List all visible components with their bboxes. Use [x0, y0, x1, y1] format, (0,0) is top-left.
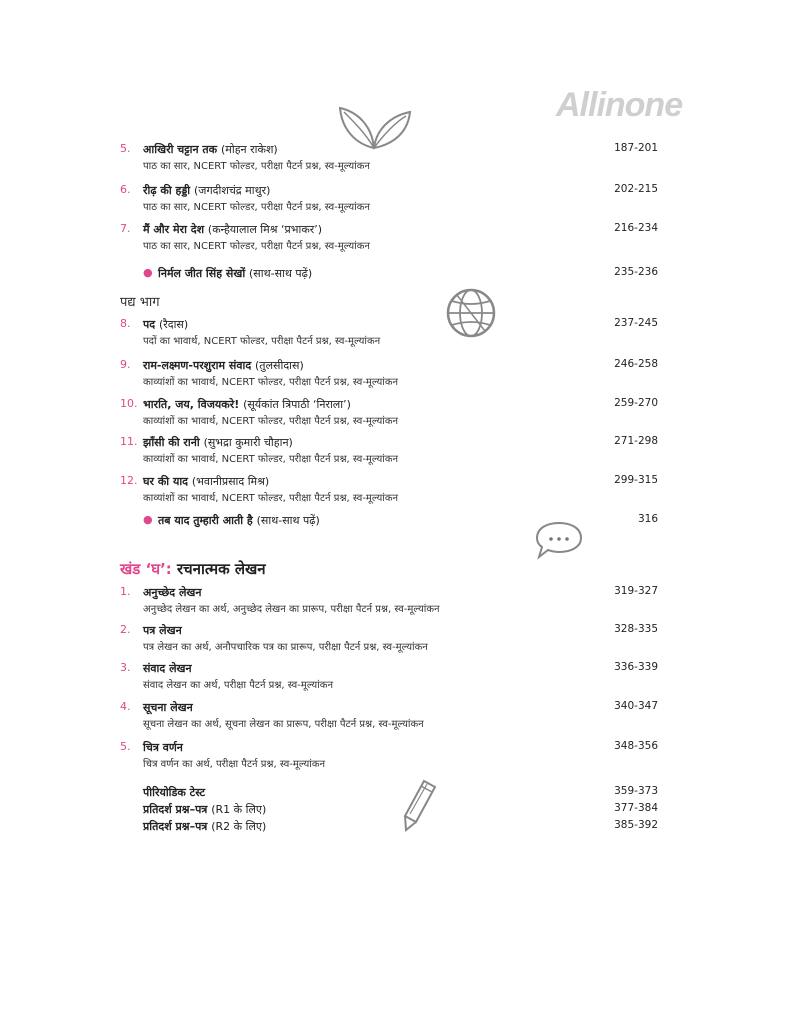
entry-title: भारति, जय, विजयकरे! (सूर्यकांत त्रिपाठी ‘निराला’): [143, 398, 351, 411]
entry-number: 8.: [120, 317, 131, 330]
entry-subtitle: संवाद लेखन का अर्थ, परीक्षा पैटर्न प्रश्न, स्व-मूल्यांकन: [143, 680, 334, 691]
entry-subtitle: काव्यांशों का भावार्थ, NCERT फोल्डर, परीक्षा पैटर्न प्रश्न, स्व-मूल्यांकन: [143, 377, 399, 388]
entry-subtitle: काव्यांशों का भावार्थ, NCERT फोल्डर, परीक्षा पैटर्न प्रश्न, स्व-मूल्यांकन: [143, 454, 399, 465]
entry-author: (साथ-साथ पढ़ें): [256, 514, 320, 527]
globe-icon: [445, 287, 497, 339]
entry-number: 6.: [120, 183, 131, 196]
entry-title: पत्र लेखन: [143, 624, 182, 637]
entry-title: तब याद तुम्हारी आती है (साथ-साथ पढ़ें): [158, 514, 320, 527]
entry-number: 2.: [120, 623, 131, 636]
khand-heading: [120, 559, 266, 579]
khand-title: रचनात्मक लेखन: [177, 560, 266, 578]
entry-author: (रैदास): [158, 318, 189, 331]
pencil-icon: [402, 778, 438, 832]
entry-subtitle: पत्र लेखन का अर्थ, अनौपचारिक पत्र का प्रारूप, परीक्षा पैटर्न प्रश्न, स्व-मूल्यांकन: [143, 642, 428, 653]
entry-author: (तुलसीदास): [255, 359, 304, 372]
entry-title: संवाद लेखन: [143, 662, 192, 675]
entry-title: मैं और मेरा देश (कन्हैयालाल मिश्र ‘प्रभाकर’): [143, 223, 323, 236]
entry-pages: 316: [637, 513, 658, 525]
entry-pages: 235-236: [614, 266, 658, 278]
entry-title: आखिरी चट्टान तक (मोहन राकेश): [143, 143, 278, 156]
entry-number: 12.: [120, 474, 138, 487]
entry-title: घर की याद (भवानीप्रसाद मिश्र): [143, 475, 270, 488]
entry-pages: 246-258: [614, 358, 658, 370]
entry-title: प्रतिदर्श प्रश्न–पत्र (R1 के लिए): [143, 803, 267, 816]
entry-pages: 237-245: [614, 317, 658, 329]
entry-title: राम-लक्ष्मण-परशुराम संवाद (तुलसीदास): [143, 359, 304, 372]
entry-pages: 271-298: [614, 435, 658, 447]
entry-pages: 359-373: [614, 785, 658, 797]
entry-number: 7.: [120, 222, 131, 235]
entry-title: निर्मल जीत सिंह सेखों (साथ-साथ पढ़ें): [158, 267, 313, 280]
brand-logo: Allinone: [556, 86, 683, 124]
entry-title: झाँसी की रानी (सुभद्रा कुमारी चौहान): [143, 436, 293, 449]
entry-pages: 319-327: [614, 585, 658, 597]
entry-title: रीढ़ की हड्डी (जगदीशचंद्र माथुर): [143, 184, 271, 197]
entry-pages: 385-392: [614, 819, 658, 831]
entry-author: (R2 के लिए): [211, 820, 267, 833]
entry-subtitle: सूचना लेखन का अर्थ, सूचना लेखन का प्रारूप, परीक्षा पैटर्न प्रश्न, स्व-मूल्यांकन: [143, 719, 424, 730]
entry-number: 4.: [120, 700, 131, 713]
entry-number: 10.: [120, 397, 138, 410]
entry-number: 1.: [120, 585, 131, 598]
entry-number: 5.: [120, 142, 131, 155]
entry-number: 3.: [120, 661, 131, 674]
entry-subtitle: चित्र वर्णन का अर्थ, परीक्षा पैटर्न प्रश्न, स्व-मूल्यांकन: [143, 759, 326, 770]
entry-pages: 202-215: [614, 183, 658, 195]
khand-label: खंड ‘घ’:: [120, 560, 172, 578]
entry-subtitle: पाठ का सार, NCERT फोल्डर, परीक्षा पैटर्न प्रश्न, स्व-मूल्यांकन: [143, 202, 370, 213]
entry-pages: 259-270: [614, 397, 658, 409]
entry-pages: 336-339: [614, 661, 658, 673]
entry-title: प्रतिदर्श प्रश्न–पत्र (R2 के लिए): [143, 820, 267, 833]
entry-subtitle: अनुच्छेद लेखन का अर्थ, अनुच्छेद लेखन का प्रारूप, परीक्षा पैटर्न प्रश्न, स्व-मूल्यांकन: [143, 604, 440, 615]
entry-author: (सूर्यकांत त्रिपाठी ‘निराला’): [243, 398, 351, 411]
entry-number: 9.: [120, 358, 131, 371]
bullet-icon: ●: [143, 266, 153, 279]
entry-pages: 340-347: [614, 700, 658, 712]
entry-title: चित्र वर्णन: [143, 741, 183, 754]
leaf-icon: [336, 104, 414, 150]
entry-subtitle: पाठ का सार, NCERT फोल्डर, परीक्षा पैटर्न प्रश्न, स्व-मूल्यांकन: [143, 241, 370, 252]
entry-title: पीरियोडिक टेस्ट: [143, 786, 206, 799]
entry-author: (कन्हैयालाल मिश्र ‘प्रभाकर’): [207, 223, 323, 236]
entry-pages: 187-201: [614, 142, 658, 154]
entry-author: (भवानीप्रसाद मिश्र): [191, 475, 270, 488]
entry-subtitle: पाठ का सार, NCERT फोल्डर, परीक्षा पैटर्न प्रश्न, स्व-मूल्यांकन: [143, 161, 370, 172]
entry-number: 5.: [120, 740, 131, 753]
entry-pages: 299-315: [614, 474, 658, 486]
entry-author: (साथ-साथ पढ़ें): [249, 267, 313, 280]
entry-pages: 377-384: [614, 802, 658, 814]
entry-title: सूचना लेखन: [143, 701, 193, 714]
entry-pages: 348-356: [614, 740, 658, 752]
entry-subtitle: पदों का भावार्थ, NCERT फोल्डर, परीक्षा पैटर्न प्रश्न, स्व-मूल्यांकन: [143, 336, 381, 347]
entry-author: (जगदीशचंद्र माथुर): [194, 184, 271, 197]
entry-title: पद (रैदास): [143, 318, 189, 331]
entry-author: (R1 के लिए): [211, 803, 267, 816]
speech-bubble-icon: [531, 520, 587, 560]
entry-number: 11.: [120, 435, 138, 448]
entry-author: (मोहन राकेश): [220, 143, 278, 156]
bullet-icon: ●: [143, 513, 153, 526]
entry-subtitle: काव्यांशों का भावार्थ, NCERT फोल्डर, परीक्षा पैटर्न प्रश्न, स्व-मूल्यांकन: [143, 416, 399, 427]
entry-author: (सुभद्रा कुमारी चौहान): [203, 436, 293, 449]
entry-pages: 216-234: [614, 222, 658, 234]
entry-pages: 328-335: [614, 623, 658, 635]
section-heading: पद्य भाग: [120, 295, 160, 310]
entry-title: अनुच्छेद लेखन: [143, 586, 202, 599]
entry-subtitle: काव्यांशों का भावार्थ, NCERT फोल्डर, परीक्षा पैटर्न प्रश्न, स्व-मूल्यांकन: [143, 493, 399, 504]
